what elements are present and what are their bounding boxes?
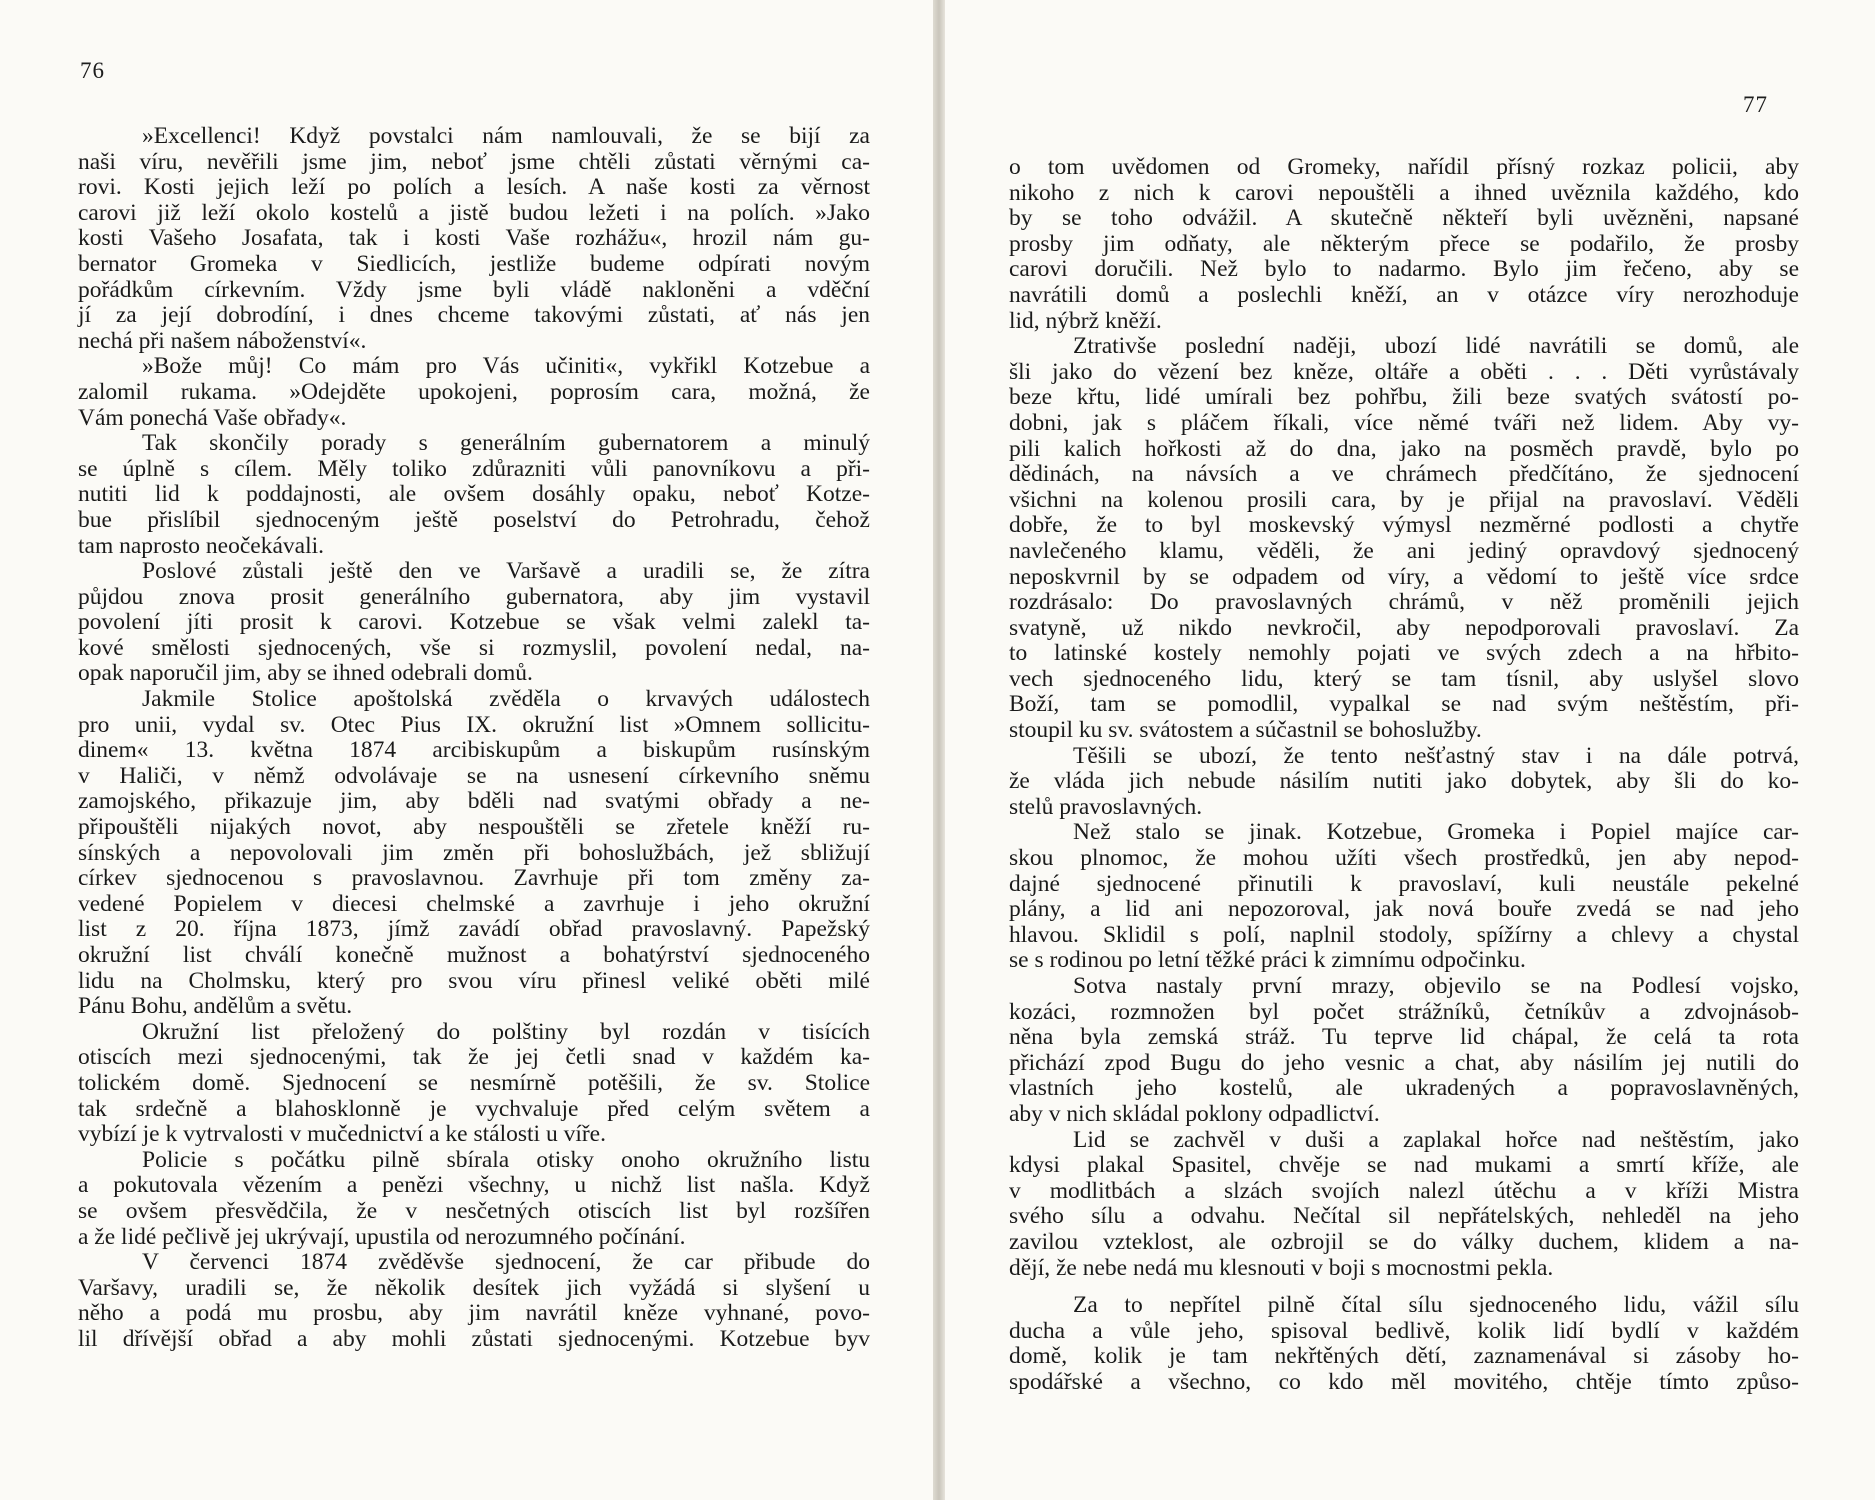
text-line: povolení jíti prosit k carovi. Kotzebue se však velmi zalekl ta- (78, 609, 870, 636)
text-line: otiscích mezi sjednocenými, tak že jej četli snad v každém ka- (78, 1044, 870, 1071)
text-line: v Haliči, v němž odvolávaje se na usnesení církevního sněmu (78, 762, 870, 789)
text-line: Než stalo se jinak. Kotzebue, Gromeka i Popiel majíce car- (1073, 819, 1799, 846)
text-line: aby v nich skládal poklony odpadlictví. (1009, 1100, 1380, 1127)
text-line: lidu na Cholmsku, který pro svou víru přinesl veliké oběti milé (78, 967, 870, 994)
text-line: naši víru, nevěřili jsme jim, neboť jsme chtěli zůstati věrnými ca- (78, 148, 870, 175)
text-line: připouštěli nijakých novot, aby nespouštěli se zřetele kněží ru- (78, 814, 870, 841)
text-line: carovi doručili. Než bylo to nadarmo. Bylo jim řečeno, aby se (1009, 256, 1799, 283)
text-line: Tak skončily porady s generálním gubernatorem a minulý (142, 430, 870, 457)
text-line: spodářské a všechno, co kdo měl movitého, chtěje tímto způso- (1009, 1368, 1799, 1395)
text-line: nikoho z nich k carovi nepouštěli a ihned uvěznila každého, kdo (1009, 179, 1799, 206)
text-line: něna byla zemská stráž. Tu teprve lid chápal, že celá ta rota (1009, 1024, 1799, 1051)
text-line: všichni na kolenou prosili cara, by je přijal na pravoslaví. Věděli (1009, 486, 1799, 513)
left-page (0, 0, 933, 1500)
text-line: zalomil rukama. »Odejděte upokojeni, poprosím cara, možná, že (78, 378, 870, 405)
text-line: dinem« 13. května 1874 arcibiskupům a biskupům rusínským (78, 737, 870, 764)
text-line: lil dřívější obřad a aby mohli zůstati sjednocenými. Kotzebue byv (78, 1325, 870, 1352)
text-line: pili kalich hořkosti až do dna, jako na posměch pravdě, bylo po (1009, 435, 1799, 462)
text-line: zamojského, přikazuje jim, aby bděli nad svatými obřady a ne- (78, 788, 870, 815)
text-line: církev sjednocenou s pravoslavnou. Zavrhuje při tom změny za- (78, 865, 870, 892)
text-line: svého sílu a odvahu. Nečítal sil nepřátelských, nehleděl na jeho (1009, 1203, 1799, 1230)
text-line: vedené Popielem v diecesi chelmské a zavrhuje i jeho okružní (78, 890, 870, 917)
text-line: stoupil ku sv. svátostem a súčastnil se bohoslužby. (1009, 717, 1482, 744)
text-line: skou plnomoc, že mohou užíti všech prostředků, jen aby nepod- (1009, 845, 1799, 872)
text-line: vlastních jeho kostelů, ale ukradených a popravoslavněných, (1009, 1075, 1799, 1102)
text-line: že vláda jich nebude násilím nutiti jako dobytek, aby šli do ko- (1009, 768, 1799, 795)
text-line: nutiti lid k poddajnosti, ale ovšem dosáhly opaku, neboť Kotze- (78, 481, 870, 508)
text-line: list z 20. října 1873, jímž zavádí obřad pravoslavný. Papežský (78, 916, 870, 943)
text-line: ducha a vůle jeho, spisoval bedlivě, kolik lidí bydlí v každém (1009, 1317, 1799, 1344)
text-line: tak srdečně a blahosklonně je vychvaluje před celým světem a (78, 1095, 870, 1122)
text-line: Vám ponechá Vaše obřady«. (78, 404, 347, 431)
page-number: 76 (80, 58, 105, 83)
text-line: dědinách, na návsích a ve chrámech předčítáno, že sjednocení (1009, 461, 1799, 488)
text-line: vech sjednoceného lidu, který se tam tísnil, aby uslyšel slovo (1009, 665, 1799, 692)
text-line: kové smělosti sjednocených, vše si rozmyslil, povolení nedal, na- (78, 634, 870, 661)
text-line: V červenci 1874 zvěděvše sjednocení, že car přibude do (142, 1249, 870, 1276)
text-line: to latinské kostely nemohly pojati ve svých zdech a na hřbito- (1009, 640, 1799, 667)
text-line: plány, a lid ani nepozoroval, jak nová bouře zvedá se nad jeho (1009, 896, 1799, 923)
text-line: tolickém domě. Sjednocení se nesmírně potěšili, že sv. Stolice (78, 1069, 870, 1096)
text-line: Lid se zachvěl v duši a zaplakal hořce nad neštěstím, jako (1073, 1126, 1799, 1153)
text-line: v modlitbách a slzách svojích nalezl útěchu a v kříži Mistra (1009, 1177, 1799, 1204)
text-line: nechá při našem náboženství«. (78, 327, 367, 354)
text-line: se ovšem přesvědčila, že v nesčetných otiscích list byl rozšířen (78, 1197, 870, 1224)
text-line: rovi. Kosti jejich leží po polích a lesích. A naše kosti za věrnost (78, 174, 870, 201)
text-line: carovi již leží okolo kostelů a jistě budou ležeti i na polích. »Jako (78, 199, 870, 226)
text-line: dobře, že to byl moskevský výmysl nezměrné podlosti a chytře (1009, 512, 1799, 539)
text-line: navrátili domů a poslechli kněží, an v otázce víry nerozhoduje (1009, 281, 1799, 308)
text-line: dobni, jak s pláčem říkali, více němé tváři než lidem. Aby vy- (1009, 409, 1799, 436)
text-line: zavilou vzteklost, ale ozbrojil se do války duchem, klidem a na- (1009, 1228, 1799, 1255)
page-number: 77 (1743, 92, 1768, 117)
text-line: přichází zpod Bugu do jeho vesnic a chat, aby násilím jej nutili do (1009, 1049, 1799, 1076)
text-line: dajné sjednocené přinutili k pravoslaví, kuli neustále pekelné (1009, 870, 1799, 897)
text-line: o tom uvědomen od Gromeky, nařídil přísný rozkaz policii, aby (1009, 154, 1799, 180)
text-line: Okružní list přeložený do polštiny byl rozdán v tisících (142, 1018, 870, 1045)
page-body-text (1009, 155, 1799, 1396)
text-line: Policie s počátku pilně sbírala otisky onoho okružního listu (142, 1146, 870, 1173)
text-line: sínských a nepovolovali jim změn při bohoslužbách, jež sbližují (78, 839, 870, 866)
book-gutter (933, 0, 945, 1500)
text-line: pro unii, vydal sv. Otec Pius IX. okružní list »Omnem sollicitu- (78, 711, 870, 738)
text-line: něho a podá mu prosbu, aby jim navrátil kněze vyhnané, povo- (78, 1300, 870, 1327)
text-line: kdysi plakal Spasitel, chvěje se nad mukami a smrtí kříže, ale (1009, 1152, 1799, 1179)
text-line: neposkvrnil by se odpadem od víry, a vědomí to ještě více srdce (1009, 563, 1799, 590)
text-line: Boží, tam se pomodlil, vypalkal se nad svým neštěstím, při- (1009, 691, 1799, 718)
text-line: Jakmile Stolice apoštolská zvěděla o krvavých událostech (142, 686, 870, 713)
text-line: Sotva nastaly první mrazy, objevilo se na Podlesí vojsko, (1073, 973, 1799, 999)
text-line: šli jako do vězení bez kněze, oltáře a oběti . . . Děti vyrůstávaly (1009, 358, 1799, 385)
text-line: jí za její dobrodíní, i dnes chceme takovými zůstati, ať nás jen (78, 302, 870, 329)
text-line: pořádkům církevním. Vždy jsme byli vládě nakloněni a vděční (78, 276, 870, 303)
text-line: Ztrativše poslední naději, ubozí lidé navrátili se domů, ale (1073, 333, 1799, 360)
text-line: by se toho odvážil. A skutečně někteří byli uvězněni, napsané (1009, 205, 1799, 232)
text-line: »Excellenci! Když povstalci nám namlouvali, že se bijí za (142, 123, 870, 149)
right-page (945, 0, 1875, 1500)
text-line: navlečeného klamu, věděli, že ani jediný opravdový sjednocený (1009, 537, 1799, 564)
text-line: opak naporučil jim, aby se ihned odebrali domů. (78, 660, 533, 687)
text-line: vybízí je k vytrvalosti v mučednictví a ke stálosti u víře. (78, 1121, 606, 1148)
text-line: svatyně, už nikdo nevkročil, aby nepodporovali pravoslaví. Za (1009, 614, 1799, 641)
text-line: se s rodinou po letní těžké práci k zimnímu odpočinku. (1009, 947, 1526, 974)
text-line: Pánu Bohu, andělům a světu. (78, 993, 353, 1020)
text-line: tam naprosto neočekávali. (78, 532, 325, 559)
text-line: hlavou. Sklidil s polí, naplnil stodoly, spížírny a chlevy a chystal (1009, 921, 1799, 948)
text-line: domě, kolik je tam nekřtěných dětí, zaznamenával si zásoby ho- (1009, 1343, 1799, 1370)
text-line: beze křtu, lidé umírali bez pohřbu, žili beze svatých svátostí po- (1009, 384, 1799, 411)
text-line: dějí, že nebe nedá mu klesnouti v boji s mocnostmi pekla. (1009, 1254, 1554, 1281)
text-line: Těšili se ubozí, že tento nešťastný stav i na dále potrvá, (1073, 742, 1799, 769)
text-line: a že lidé pečlivě jej ukrývají, upustila od nerozumného počínání. (78, 1223, 686, 1250)
text-line: bue přislíbil sjednoceným ještě poselství do Petrohradu, čehož (78, 506, 870, 533)
text-line: lid, nýbrž kněží. (1009, 307, 1162, 334)
text-line: okružní list chválí konečně mužnost a bohatýrství sjednoceného (78, 942, 870, 968)
text-line: rozdrásalo: Do pravoslavných chrámů, v něž proměnili jejich (1009, 589, 1799, 616)
page-body-text (78, 124, 870, 1353)
text-line: půjdou znova prosit generálního gubernatora, aby jim vystavil (78, 583, 870, 610)
text-line: prosby jim odňaty, ale některým přece se podařilo, že prosby (1009, 230, 1799, 257)
text-line: kozáci, rozmnožen byl počet strážníků, četníkův a zdvojnásob- (1009, 998, 1799, 1025)
text-line: kosti Vašeho Josafata, tak i kosti Vaše rozhážu«, hrozil nám gu- (78, 225, 870, 252)
text-line: a pokutovala vězením a penězi všechny, u nichž list našla. Když (78, 1172, 870, 1199)
text-line: Varšavy, uradili se, že několik desítek jich vyžádá si slyšení u (78, 1274, 870, 1301)
text-line: bernator Gromeka v Siedlicích, jestliže budeme odpírati novým (78, 250, 870, 277)
text-line: »Bože můj! Co mám pro Vás učiniti«, vykřikl Kotzebue a (142, 353, 870, 380)
text-line: Poslové zůstali ještě den ve Varšavě a uradili se, že zítra (142, 558, 870, 585)
text-line: se úplně s cílem. Měly toliko zdůrazniti vůli panovníkovu a při- (78, 455, 870, 482)
text-line: Za to nepřítel pilně čítal sílu sjednoceného lidu, vážil sílu (1073, 1292, 1799, 1319)
text-line: stelů pravoslavných. (1009, 793, 1203, 820)
